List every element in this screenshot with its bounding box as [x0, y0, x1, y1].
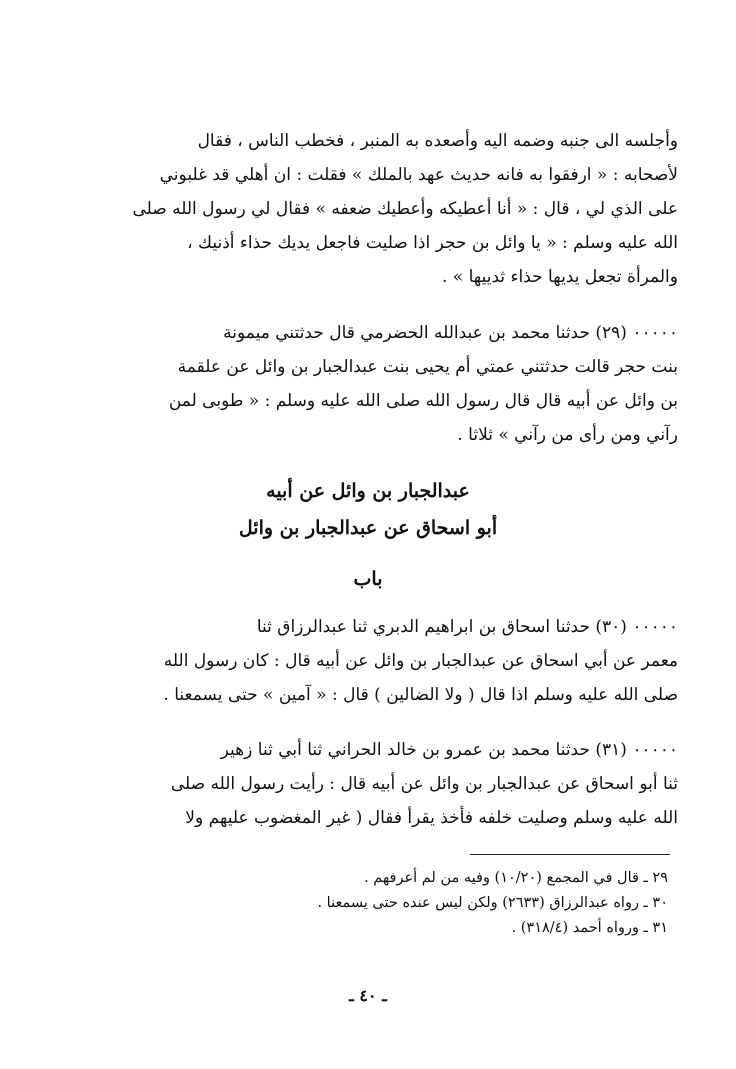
footnotes	[78, 866, 668, 941]
text-line: صلى الله عليه وسلم اذا قال ( ولا الضالين ) قال : « آمين » حتى يسمعنا .	[163, 685, 678, 705]
footnote-divider	[470, 854, 670, 855]
text-line: ٠٠٠٠٠ (٣٠) حدثنا اسحاق بن ابراهيم الدبري ثنا عبدالرزاق ثنا	[256, 617, 678, 637]
footnote: ٣١ ـ ورواه أحمد (٣١٨/٤) .	[511, 920, 668, 936]
text-line: لأصحابه : « ارفقوا به فانه حديث عهد بالملك » فقلت : ان أهلي قد غلبوني	[159, 165, 678, 185]
paragraph-hadith-29	[78, 316, 678, 452]
paragraph-hadith-31	[78, 733, 678, 835]
text-line: الله عليه وسلم وصليت خلفه فأخذ يقرأ فقال ( غير المغضوب عليهم ولا	[185, 808, 678, 828]
text-line: الله عليه وسلم : « يا وائل بن حجر اذا صليت فاجعل يديك حذاء أذنيك ،	[187, 233, 678, 253]
text-line: على الذي لي ، قال : « أنا أعطيكه وأعطيك ضعفه » فقال لي رسول الله صلى	[132, 199, 678, 219]
footnote: ٢٩ ـ قال في المجمع (١٠/٢٠) وفيه من لم أعرفهم .	[364, 870, 668, 886]
text-line: وأجلسه الى جنبه وضمه اليه وأصعده به المنبر ، فخطب الناس ، فقال	[197, 131, 678, 151]
chapter-heading: باب	[353, 568, 383, 590]
paragraph-hadith-28-end	[78, 124, 678, 294]
section-subheading: أبو اسحاق عن عبدالجبار بن وائل	[238, 517, 498, 539]
text-line: ثنا أبو اسحاق عن عبدالجبار بن وائل عن أبيه قال : رأيت رسول الله صلى	[170, 774, 678, 794]
page-number: ـ ٤٠ ـ	[349, 986, 387, 1005]
text-line: بن وائل عن أبيه قال قال رسول الله صلى الله عليه وسلم : « طوبى لمن	[168, 391, 678, 411]
footnote: ٣٠ ـ رواه عبدالرزاق (٢٦٣٣) ولكن ليس عنده حتى يسمعنا .	[317, 895, 668, 911]
text-line: والمرأة تجعل يديها حذاء ثدييها » .	[441, 267, 678, 287]
text-line: بنت حجر قالت حدثتني عمتي أم يحيى بنت عبدالجبار بن وائل عن علقمة	[177, 357, 678, 377]
section-heading: عبدالجبار بن وائل عن أبيه	[266, 480, 470, 502]
text-line: معمر عن أبي اسحاق عن عبدالجبار بن وائل عن أبيه قال : كان رسول الله	[163, 651, 678, 671]
text-line: ٠٠٠٠٠ (٣١) حدثنا محمد بن عمرو بن خالد الحراني ثنا أبي ثنا زهير	[220, 740, 678, 760]
text-line: ٠٠٠٠٠ (٢٩) حدثنا محمد بن عبدالله الحضرمي قال حدثتني ميمونة	[223, 323, 678, 343]
text-line: رآني ومن رأى من رآني » ثلاثا .	[457, 425, 678, 445]
paragraph-hadith-30	[78, 610, 678, 712]
